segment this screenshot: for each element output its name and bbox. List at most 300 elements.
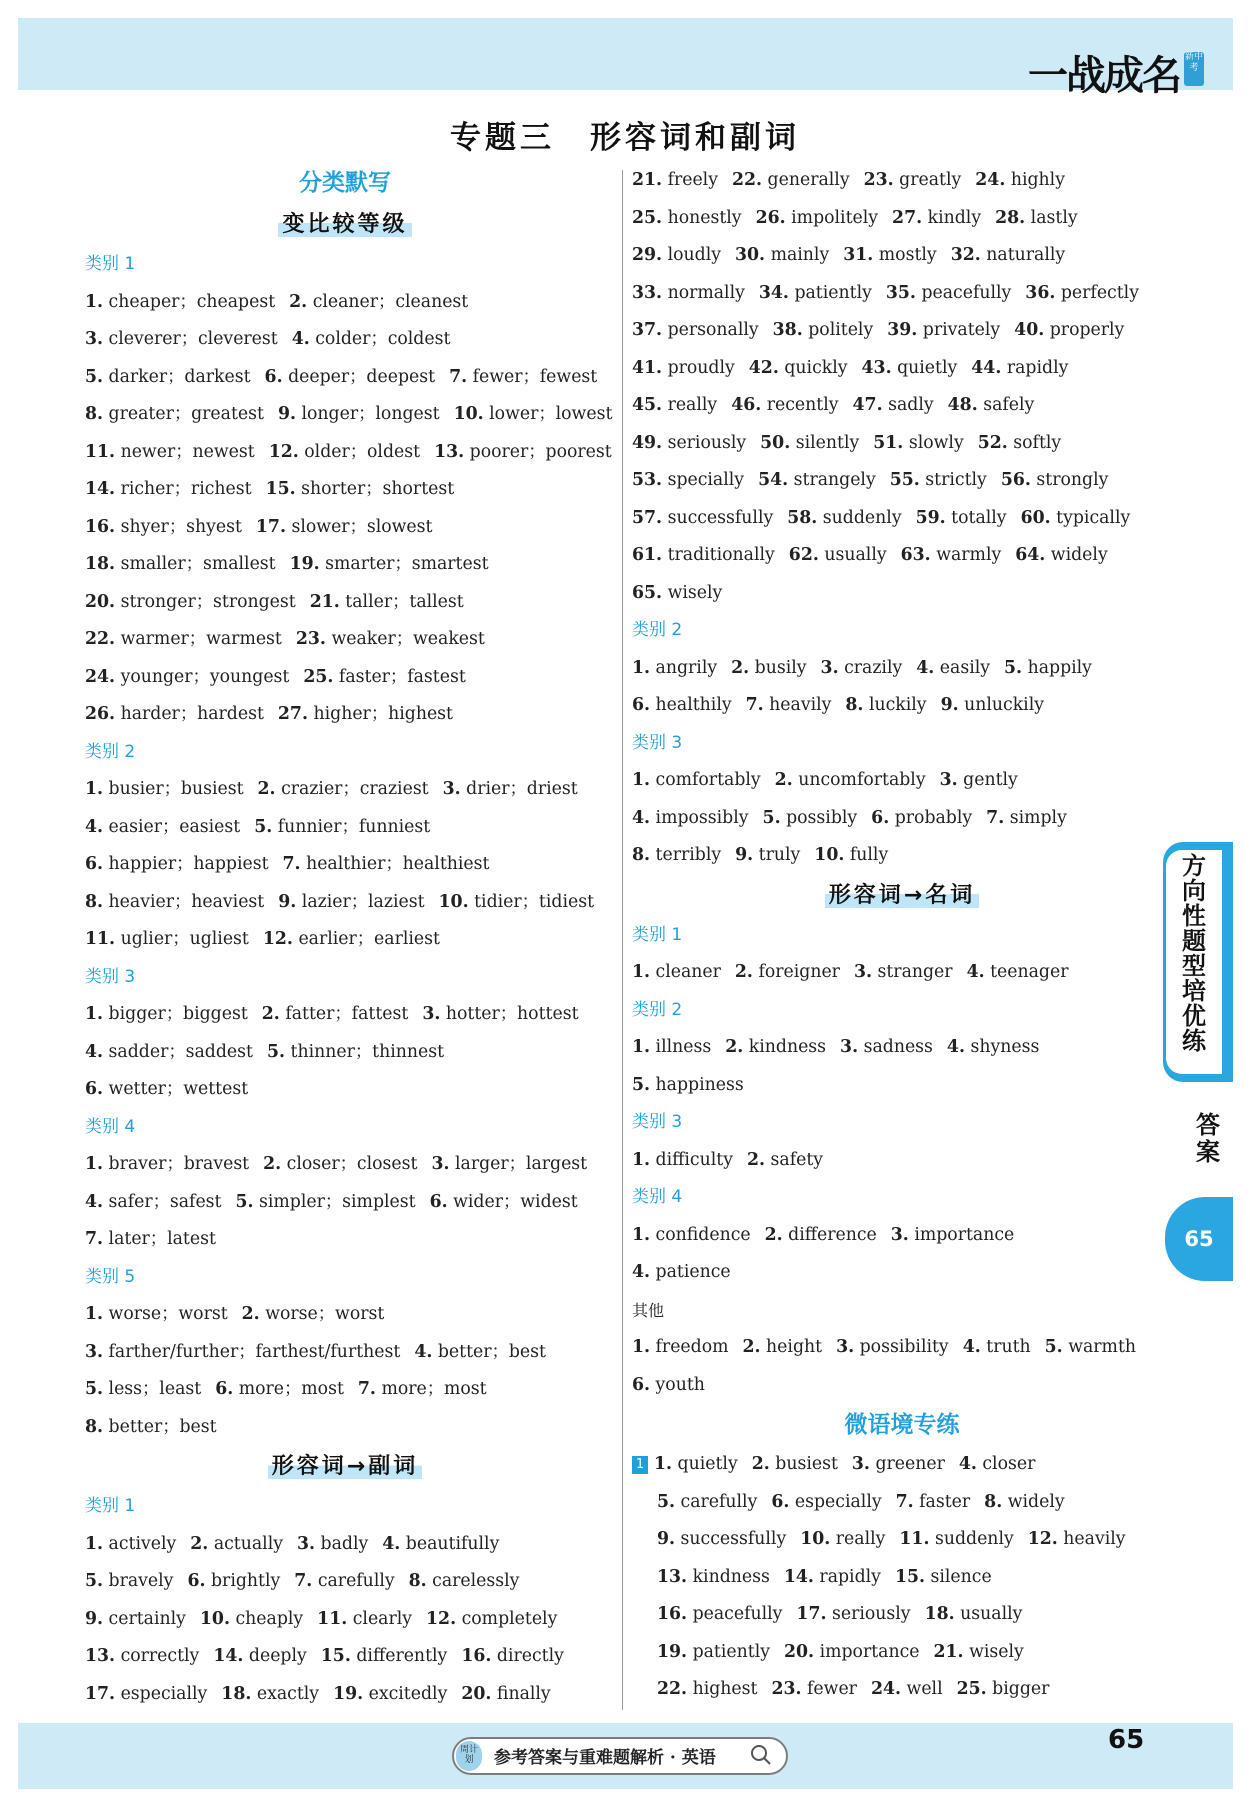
answer-item: 25. bigger [956, 1679, 1050, 1699]
answer-line [85, 1409, 605, 1447]
answer-line [85, 1676, 605, 1714]
answer-item: 4. easier；easiest [85, 816, 241, 837]
category-label: 类别 2 [632, 999, 683, 1020]
answer-item: 30. mainly [735, 245, 830, 265]
answer-item: 1. freedom [632, 1337, 729, 1357]
answer-item: 24. highly [975, 170, 1065, 190]
page-title: 专题三 形容词和副词 [450, 120, 800, 156]
answer-item: 8. greater；greatest [85, 404, 264, 424]
answer-item: 6. youth [632, 1374, 705, 1395]
answer-line [632, 650, 1172, 688]
answer-item: 62. usually [788, 545, 887, 565]
answer-item: 5. bravely [85, 1571, 174, 1591]
answer-item: 8. luckily [845, 695, 927, 715]
answer-line [85, 584, 605, 622]
answer-line [632, 1484, 1172, 1522]
answer-item: 34. patiently [758, 282, 872, 303]
answer-list [85, 1146, 605, 1259]
answer-item: 3. drier；driest [442, 779, 578, 799]
answer-item: 2. busiest [751, 1454, 838, 1474]
answer-item: 1. confidence [632, 1224, 751, 1245]
answer-item: 7. more；most [357, 1379, 487, 1399]
answer-item: 8. carelessly [408, 1571, 520, 1591]
answer-line [632, 387, 1172, 425]
answer-item: 2. busily [731, 657, 807, 678]
subsection-heading: 形容词→副词 [85, 1446, 605, 1488]
answer-line [632, 1446, 1172, 1484]
answer-line [632, 575, 1172, 613]
answer-list [85, 284, 613, 734]
answer-line [85, 1146, 605, 1184]
answer-line [85, 1601, 605, 1639]
answer-item: 1. cheaper；cheapest [85, 291, 276, 312]
answer-item: 21. freely [632, 170, 718, 190]
answer-line [85, 471, 605, 509]
answer-item: 1. illness [632, 1037, 712, 1057]
answer-list [85, 1296, 605, 1446]
answer-line [632, 1329, 1172, 1367]
answer-line [632, 1596, 1172, 1634]
answer-item: 7. fewer；fewest [449, 366, 598, 387]
answer-item: 11. newer；newest [85, 441, 255, 462]
answer-list [85, 996, 605, 1109]
answer-item: 8. better；best [85, 1416, 217, 1437]
answer-line [85, 809, 605, 847]
answer-item: 1. actively [85, 1533, 177, 1554]
answer-line [632, 1029, 1172, 1067]
category-label: 类别 1 [632, 924, 683, 945]
answer-item: 40. properly [1014, 320, 1125, 340]
answer-item: 6. especially [771, 1491, 882, 1512]
answer-item: 4. patience [632, 1262, 731, 1282]
answer-item: 41. proudly [632, 357, 735, 378]
answer-item: 2. worse；worst [241, 1304, 385, 1324]
answer-item: 1. busier；busiest [85, 779, 244, 799]
answer-item: 3. hotter；hottest [422, 1004, 579, 1024]
answer-item: 25. honestly [632, 207, 742, 228]
answer-item: 2. closer；closest [263, 1154, 418, 1174]
answer-list [632, 1329, 1172, 1404]
answer-item: 3. gently [939, 770, 1018, 790]
answer-item: 21. taller；tallest [309, 591, 464, 612]
answer-item: 10. fully [814, 845, 889, 865]
answer-item: 3. larger；largest [431, 1154, 588, 1174]
answer-item: 65. wisely [632, 582, 723, 603]
answer-line [632, 800, 1172, 838]
answer-item: 2. cleaner；cleanest [289, 291, 469, 312]
answer-item: 11. uglier；ugliest [85, 929, 249, 949]
answer-item: 37. personally [632, 320, 759, 340]
answer-item: 16. peacefully [657, 1604, 783, 1624]
answer-item: 51. slowly [873, 432, 964, 453]
answer-item: 56. strongly [1000, 470, 1109, 490]
answer-item: 39. privately [887, 320, 1001, 340]
answer-item: 48. safely [947, 395, 1035, 415]
category-label: 类别 4 [85, 1116, 136, 1137]
answer-item: 10. really [800, 1529, 886, 1549]
answer-item: 61. traditionally [632, 545, 775, 565]
answer-item: 6. deeper；deepest [264, 366, 436, 387]
answer-item: 3. stranger [853, 962, 953, 982]
category-label: 类别 5 [85, 1266, 136, 1287]
category-label: 类别 3 [85, 966, 136, 987]
answer-item: 52. softly [977, 432, 1062, 453]
answer-line [85, 1526, 605, 1564]
answer-line [85, 1071, 605, 1109]
answer-line [632, 237, 1172, 275]
answer-line [85, 1638, 605, 1676]
answer-item: 7. later；latest [85, 1229, 216, 1249]
answer-line [85, 546, 605, 584]
answer-line [85, 1296, 605, 1334]
answer-item: 3. badly [297, 1533, 369, 1554]
answer-line [632, 275, 1172, 313]
answer-line [85, 284, 605, 322]
answer-item: 7. faster [895, 1491, 971, 1512]
answer-item: 6. healthily [632, 695, 732, 715]
answer-item: 3. possibility [836, 1337, 949, 1357]
answer-item: 3. greener [851, 1454, 945, 1474]
answer-line [632, 1142, 1172, 1180]
answer-item: 36. perfectly [1025, 282, 1139, 303]
answer-item: 19. excitedly [333, 1683, 448, 1704]
answer-item: 12. completely [426, 1608, 558, 1629]
answer-item: 24. younger；youngest [85, 666, 290, 687]
answer-list [632, 1029, 1172, 1104]
answer-item: 58. suddenly [787, 507, 902, 528]
answer-item: 4. teenager [966, 962, 1069, 982]
answer-item: 4. shyness [946, 1037, 1040, 1057]
answer-line [632, 837, 1172, 875]
left-column [85, 162, 613, 1713]
answer-item: 26. harder；hardest [85, 704, 264, 724]
answer-item: 5. possibly [762, 807, 858, 828]
answer-item: 38. politely [772, 320, 874, 340]
answer-item: 1. angrily [632, 657, 718, 678]
answer-line [85, 321, 605, 359]
answer-item: 7. healthier；healthiest [282, 854, 490, 874]
answer-line [632, 162, 1172, 200]
answer-item: 1. difficulty [632, 1149, 733, 1170]
answer-line [85, 996, 605, 1034]
answer-line [85, 621, 605, 659]
answer-line [85, 1184, 605, 1222]
answer-item: 31. mostly [843, 245, 937, 265]
answer-line [85, 1371, 605, 1409]
answer-item: 5. warmth [1044, 1337, 1137, 1357]
answer-item: 3. sadness [840, 1037, 933, 1057]
answer-item: 54. strangely [758, 470, 876, 490]
section-heading: 分类默写 [299, 170, 391, 196]
answer-item: 27. higher；highest [277, 704, 453, 724]
section-heading: 微语境专练 [844, 1412, 960, 1438]
answer-item: 10. lower；lowest [453, 404, 613, 424]
answer-item: 64. widely [1015, 545, 1108, 565]
answer-label: 答 案 [1196, 1111, 1220, 1166]
answer-item: 16. directly [461, 1646, 564, 1666]
answer-item: 22. generally [731, 170, 850, 190]
answer-item: 2. difference [764, 1224, 877, 1245]
answer-list [632, 1217, 1172, 1292]
page-number: 65 [1108, 1725, 1145, 1755]
answer-item: 13. poorer；poorest [434, 441, 612, 462]
answer-item: 44. rapidly [971, 357, 1069, 378]
answer-item: 7. carefully [294, 1571, 395, 1591]
answer-item: 10. tidier；tidiest [438, 891, 595, 912]
answer-line [632, 1067, 1172, 1105]
category-label: 类别 1 [85, 1496, 136, 1516]
answer-item: 28. lastly [995, 207, 1078, 228]
answer-item: 19. smarter；smartest [289, 554, 489, 574]
answer-item: 5. happiness [632, 1074, 744, 1095]
answer-item: 55. strictly [889, 470, 987, 490]
answer-item: 6. wetter；wettest [85, 1079, 249, 1099]
answer-item: 2. fatter；fattest [261, 1004, 409, 1024]
answer-item: 4. easily [916, 657, 991, 678]
answer-line [632, 1559, 1172, 1597]
answer-item: 27. kindly [892, 207, 982, 228]
answer-item: 9. truly [735, 845, 801, 865]
answer-item: 43. quietly [861, 357, 958, 378]
answer-line [632, 1254, 1172, 1292]
answer-line [632, 312, 1172, 350]
answer-item: 3. cleverer；cleverest [85, 329, 278, 349]
answer-item: 10. cheaply [199, 1608, 304, 1629]
answer-item: 26. impolitely [755, 207, 879, 228]
category-label: 类别 3 [632, 1112, 683, 1132]
answer-item: 6. wider；widest [429, 1191, 578, 1212]
answer-item: 33. normally [632, 282, 745, 303]
answer-item: 46. recently [731, 395, 839, 415]
answer-item: 20. stronger；strongest [85, 591, 296, 612]
question-marker: 1 [632, 1456, 648, 1474]
answer-item: 11. suddenly [899, 1529, 1014, 1549]
answer-line [632, 1634, 1172, 1672]
answer-item: 13. correctly [85, 1646, 200, 1666]
answer-line [632, 1671, 1172, 1709]
answer-item: 9. lazier；laziest [278, 891, 425, 912]
answer-item: 4. colder；coldest [291, 329, 451, 349]
answer-item: 5. carefully [657, 1491, 758, 1512]
answer-item: 9. certainly [85, 1608, 186, 1629]
answer-item: 5. darker；darkest [85, 366, 251, 387]
answer-item: 3. crazily [820, 657, 903, 678]
answer-item: 22. warmer；warmest [85, 629, 282, 649]
answer-line [632, 1521, 1172, 1559]
answer-line [632, 200, 1172, 238]
answer-item: 16. shyer；shyest [85, 516, 242, 537]
answer-item: 6. happier；happiest [85, 854, 269, 874]
column-divider [622, 170, 623, 1710]
answer-line [85, 509, 605, 547]
answer-line [85, 1563, 605, 1601]
answer-item: 18. exactly [221, 1683, 320, 1704]
brand-logo: 一战成名 [1028, 53, 1180, 99]
answer-item: 4. better；best [414, 1341, 546, 1362]
answer-item: 23. greatly [863, 170, 962, 190]
answer-line [632, 1367, 1172, 1405]
answer-item: 8. heavier；heaviest [85, 891, 265, 912]
answer-item: 59. totally [915, 507, 1007, 528]
answer-item: 1. worse；worst [85, 1304, 228, 1324]
answer-item: 3. importance [890, 1224, 1015, 1245]
category-label: 类别 3 [632, 732, 683, 753]
answer-item: 6. brightly [187, 1571, 281, 1591]
answer-item: 8. terribly [632, 845, 722, 865]
answer-line [632, 954, 1172, 992]
search-icon [750, 1744, 772, 1766]
answer-item: 22. highest [657, 1679, 758, 1699]
answer-item: 5. thinner；thinnest [266, 1041, 445, 1062]
exercise-list [632, 1446, 1172, 1709]
answer-list [632, 762, 1172, 875]
subsection-heading: 形容词→名词 [632, 875, 1172, 917]
answer-item: 6. probably [871, 807, 973, 828]
answer-item: 1. braver；bravest [85, 1154, 250, 1174]
answer-item: 14. rapidly [783, 1566, 881, 1587]
answer-item: 2. height [742, 1337, 823, 1357]
answer-item: 4. sadder；saddest [85, 1041, 253, 1062]
answer-item: 7. simply [986, 807, 1067, 828]
answer-item: 20. importance [784, 1641, 920, 1662]
answer-item: 12. earlier；earliest [262, 929, 440, 949]
answer-item: 29. loudly [632, 245, 721, 265]
answer-item: 23. weaker；weakest [295, 629, 485, 649]
answer-item: 24. well [870, 1679, 943, 1699]
answer-item: 8. widely [984, 1491, 1065, 1512]
answer-item: 23. fewer [771, 1679, 857, 1699]
answer-item: 2. foreigner [734, 962, 840, 982]
answer-item: 63. warmly [900, 545, 1002, 565]
category-label: 类别 2 [85, 741, 136, 762]
answer-list [632, 650, 1172, 725]
answer-item: 2. actually [190, 1533, 283, 1554]
answer-item: 57. successfully [632, 507, 774, 528]
answer-list [85, 771, 605, 959]
answer-item: 1. quietly [654, 1454, 738, 1474]
answer-item: 12. heavily [1027, 1529, 1126, 1549]
answer-item: 4. beautifully [382, 1533, 500, 1554]
side-tab-label: 方 向 性 题 型 培 优 练 [1166, 850, 1222, 1074]
answer-item: 5. funnier；funniest [254, 816, 431, 837]
answer-item: 3. farther/further；farthest/furthest [85, 1341, 401, 1362]
answer-line [85, 846, 605, 884]
footer-badge: 周计划 [456, 1741, 482, 1771]
answer-item: 15. shorter；shortest [265, 479, 455, 499]
category-label: 类别 2 [632, 620, 683, 640]
answer-item: 14. richer；richest [85, 479, 252, 499]
answer-item: 19. patiently [657, 1641, 770, 1662]
answer-line [85, 696, 605, 734]
footer-title: 参考答案与重难题解析 · 英语 [452, 1737, 788, 1775]
answer-line [85, 396, 613, 434]
answer-item: 5. happily [1004, 657, 1092, 678]
answer-line [632, 500, 1172, 538]
answer-line [85, 359, 605, 397]
category-label: 类别 1 [85, 254, 136, 274]
answer-item: 2. kindness [725, 1037, 827, 1057]
answer-list [632, 954, 1172, 992]
subsection-heading: 变比较等级 [85, 204, 605, 246]
page-tab: 65 [1165, 1197, 1233, 1281]
answer-item: 13. kindness [657, 1566, 770, 1587]
answer-item: 50. silently [760, 432, 860, 453]
answer-item: 1. bigger；biggest [85, 1004, 248, 1024]
answer-item: 6. more；most [215, 1379, 344, 1399]
answer-item: 17. especially [85, 1683, 208, 1704]
answer-line [85, 921, 605, 959]
answer-item: 53. specially [632, 470, 745, 490]
answer-line [632, 1217, 1172, 1255]
answer-line [632, 462, 1172, 500]
answer-item: 15. silence [894, 1566, 992, 1587]
answer-item: 4. truth [962, 1337, 1031, 1357]
answer-item: 4. closer [958, 1454, 1036, 1474]
answer-item: 4. impossibly [632, 807, 749, 828]
answer-item: 5. simpler；simplest [235, 1191, 416, 1212]
answer-item: 11. clearly [317, 1608, 413, 1629]
answer-line [85, 1034, 605, 1072]
answer-item: 7. heavily [745, 695, 832, 715]
answer-line [85, 884, 605, 922]
answer-item: 1. cleaner [632, 962, 721, 982]
answer-line [85, 1334, 605, 1372]
answer-item: 2. crazier；craziest [257, 779, 429, 799]
answer-item: 47. sadly [852, 395, 934, 415]
answer-item: 2. uncomfortably [774, 770, 926, 790]
answer-list [632, 162, 1172, 612]
answer-item: 42. quickly [748, 357, 848, 378]
answer-item: 5. less；least [85, 1379, 202, 1399]
answer-list [85, 1526, 605, 1714]
answer-line [632, 762, 1172, 800]
answer-item: 1. comfortably [632, 770, 761, 790]
answer-item: 18. usually [924, 1604, 1023, 1624]
answer-item: 21. wisely [933, 1641, 1024, 1662]
answer-line [632, 425, 1172, 463]
answer-item: 9. unluckily [940, 695, 1045, 715]
answer-line [85, 659, 605, 697]
answer-item: 60. typically [1020, 507, 1131, 528]
answer-item: 20. finally [461, 1683, 551, 1704]
answer-item: 45. really [632, 395, 718, 415]
answer-item: 35. peacefully [885, 282, 1012, 303]
answer-item: 25. faster；fastest [303, 666, 466, 687]
answer-line [632, 537, 1172, 575]
answer-item: 12. older；oldest [268, 441, 421, 462]
answer-line [85, 771, 605, 809]
answer-item: 17. slower；slowest [255, 516, 433, 537]
answer-item: 2. safety [746, 1149, 824, 1170]
answer-item: 15. differently [320, 1646, 448, 1666]
right-column [632, 162, 1172, 1709]
answer-line [632, 350, 1172, 388]
answer-item: 14. deeply [213, 1646, 307, 1666]
category-label: 类别 4 [632, 1187, 683, 1207]
other-label: 其他 [632, 1300, 665, 1320]
brand-tag: 新中考 [1184, 52, 1204, 86]
answer-item: 4. safer；safest [85, 1191, 222, 1212]
answer-item: 9. successfully [657, 1529, 787, 1549]
answer-list [632, 1142, 1172, 1180]
answer-line [85, 1221, 605, 1259]
answer-item: 18. smaller；smallest [85, 554, 276, 574]
answer-item: 9. longer；longest [277, 404, 440, 424]
answer-item: 32. naturally [950, 245, 1066, 265]
answer-line [632, 687, 1172, 725]
answer-item: 17. seriously [796, 1604, 911, 1624]
answer-line [85, 434, 612, 472]
